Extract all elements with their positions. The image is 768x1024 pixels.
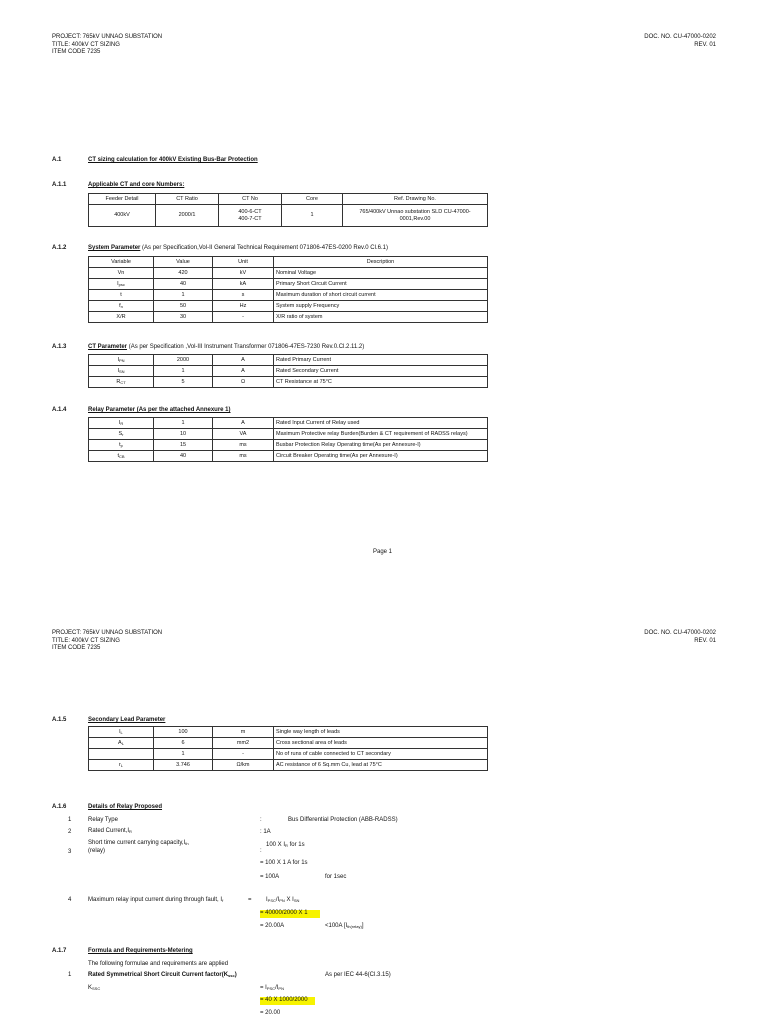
col-header: Value <box>154 257 213 268</box>
kssc-title: Rated Symmetrical Short Circuit Current $factor(K_{ssc})$ <box>88 972 237 978</box>
max-relay-result: = 20.00A <box>260 923 285 929</box>
short-time-result: = 100A <box>260 874 280 880</box>
short-time-colon: : <box>260 848 262 854</box>
kssc-substitution: = 40 X 1000/2000 <box>260 997 315 1005</box>
short-time-formula: 100 X $I_R$ for 1s <box>266 842 305 848</box>
table-row: $t_{CB}$ 40 ms Circuit Breaker Operating time(As per Annexure-I) <box>89 451 488 462</box>
kssc-formula: = $I_{PSC}/I_{PN}$ <box>260 985 284 991</box>
revision: REV. 01 <box>694 637 716 644</box>
section-a12-title: System Parameter <box>88 245 141 251</box>
section-a13-heading <box>88 344 364 352</box>
ct-parameter-table <box>88 354 488 388</box>
table-row: $I_{PN}$ 2000 A Rated Primary Current <box>89 355 488 366</box>
table-row <box>89 205 488 227</box>
page2-header-right <box>644 630 716 645</box>
col-header: Variable <box>89 257 154 268</box>
item-number: 1 <box>68 972 72 978</box>
item-number: 2 <box>68 829 72 835</box>
page1-header-left <box>52 34 162 57</box>
item-code-line: ITEM CODE 7235 <box>52 645 101 651</box>
max-relay-current-label: Maximum relay input current during through fault, $I_f$ <box>88 897 224 903</box>
section-a13-number: A.1.3 <box>52 344 67 350</box>
table-row: t 1 s Maximum duration of short circuit current <box>89 290 488 301</box>
section-a16-title: Details of Relay Proposed <box>88 804 163 810</box>
system-parameter-table <box>88 256 488 323</box>
section-a17-title: Formula and Requirements-Metering <box>88 948 193 954</box>
section-a15-title: Secondary Lead Parameter <box>88 717 166 723</box>
table-row: $r_L$ 3.746 Ω/km AC resistance of 6 Sq.mm Cu, lead at 75°C <box>89 760 488 771</box>
item-number: 3 <box>68 849 72 855</box>
kssc-result: = 20.00 <box>260 1010 281 1016</box>
col-header: Unit <box>213 257 274 268</box>
ct-core-table <box>88 193 488 227</box>
section-a17-intro: The following formulae and requirements are applied <box>88 961 229 967</box>
ctno-cell: 400-6-CT 400-7-CT <box>219 205 282 227</box>
section-a13-title: CT Parameter <box>88 344 128 350</box>
doc-number: DOC. NO. CU-47000-0202 <box>644 34 716 40</box>
col-header: Core <box>282 194 343 205</box>
relay-type-colon: : <box>260 817 262 823</box>
item-code-line: ITEM CODE 7235 <box>52 49 101 55</box>
table-row: $t_p$ 15 ms Busbar Protection Relay Operating time(As per Annexure-I) <box>89 440 488 451</box>
section-a14-title: Relay Parameter (As per the attached Annexure 1) <box>88 407 231 413</box>
table-row: 1 - No of runs of cable connected to CT secondary <box>89 749 488 760</box>
table-row: $S_r$ 10 VA Maximum Protective relay Burden(Burden & CT requirement of RADSS relays) <box>89 429 488 440</box>
table-row: Vn 420 kV Nominal Voltage <box>89 268 488 279</box>
page2-header-left <box>52 630 162 653</box>
table-row: $I_R$ 1 A Rated Input Current of Relay used <box>89 418 488 429</box>
section-a12-number: A.1.2 <box>52 245 67 251</box>
section-a15-number: A.1.5 <box>52 717 67 723</box>
col-header: Description <box>274 257 488 268</box>
section-a14-number: A.1.4 <box>52 407 67 413</box>
core-cell: 1 <box>282 205 343 227</box>
project-line: PROJECT: 765kV UNNAO SUBSTATION <box>52 34 163 40</box>
col-header: Ref. Drawing No. <box>343 194 488 205</box>
page-number: Page 1 <box>373 549 393 555</box>
section-a11-number: A.1.1 <box>52 182 67 188</box>
max-relay-check: <100A $[I_{th(relay)}]$ <box>325 923 364 929</box>
doc-number: DOC. NO. CU-47000-0202 <box>644 630 716 636</box>
section-a11-title: Applicable CT and core Numbers: <box>88 182 185 188</box>
project-line: PROJECT: 765kV UNNAO SUBSTATION <box>52 630 163 636</box>
table-row: $A_L$ 6 mm2 Cross sectional area of leads <box>89 738 488 749</box>
max-relay-formula: $I_{PSC}/I_{PN}$ X $I_{SN}$ <box>266 897 300 903</box>
ref-drawing-cell: 765/400kV Unnao substation SLD CU-47000- 0001,Rev.00 <box>343 205 488 227</box>
short-time-step2: = 100 X 1 A for 1s <box>260 860 308 866</box>
relay-parameter-table <box>88 417 488 462</box>
table-row: $f_n$ 50 Hz System supply Frequency <box>89 301 488 312</box>
feeder-cell: 400kV <box>89 205 156 227</box>
max-relay-substitution: = 40000/2000 X 1 <box>260 910 320 918</box>
section-a13-note: (As per Specification ,Vol-III Instrument Transformer 071806-47ES-7230 Rev.0.Cl.2.11.2) <box>128 344 365 350</box>
table-row: $R_{CT}$ 5 Ω CT Resistance at 75°C <box>89 377 488 388</box>
section-a16-number: A.1.6 <box>52 804 67 810</box>
title-line: TITLE: 400kV CT SIZING <box>52 41 120 48</box>
rated-current-value: : 1A <box>260 829 271 835</box>
section-a1-number: A.1 <box>52 157 62 163</box>
section-a12-heading <box>88 245 388 253</box>
table-row: $l_L$ 100 m Single way length of leads <box>89 727 488 738</box>
table-header-row <box>89 194 488 205</box>
short-time-duration: for 1sec <box>325 874 347 880</box>
table-header-row <box>89 257 488 268</box>
relay-type-label: Relay Type <box>88 817 118 823</box>
rated-current-label: Rated $Current,I_R$ <box>88 828 132 834</box>
table-row: X/R 30 - X/R ratio of system <box>89 312 488 323</box>
table-row: $I_{SN}$ 1 A Rated Secondary Current <box>89 366 488 377</box>
item-number: 1 <box>68 817 72 823</box>
section-a1-title: CT sizing calculation for 400kV Existing Bus-Bar Protection <box>88 157 258 163</box>
kssc-symbol: $K_{SSC}$ <box>88 985 101 991</box>
short-time-label: Short time current carrying $capacity,I_{th}$ (relay) <box>88 840 189 854</box>
relay-type-value: Bus Differential Protection (ABB-RADSS) <box>288 817 398 823</box>
col-header: CT Ratio <box>156 194 219 205</box>
iec-reference: As per IEC 44-6(Cl.3.15) <box>325 972 391 978</box>
col-header: Feeder Detail <box>89 194 156 205</box>
ratio-cell: 2000/1 <box>156 205 219 227</box>
page1-header-right <box>644 34 716 49</box>
equals-sign: = <box>248 897 252 903</box>
section-a17-number: A.1.7 <box>52 948 67 954</box>
title-line: TITLE: 400kV CT SIZING <box>52 637 120 644</box>
item-number: 4 <box>68 897 72 903</box>
table-row: $I_{psc}$ 40 kA Primary Short Circuit Current <box>89 279 488 290</box>
section-a12-note: (As per Specification,Vol-II General Technical Requirement 071806-47ES-0200 Rev.0 Cl.6.1) <box>142 245 388 251</box>
revision: REV. 01 <box>694 41 716 48</box>
col-header: CT No <box>219 194 282 205</box>
secondary-lead-table <box>88 726 488 771</box>
